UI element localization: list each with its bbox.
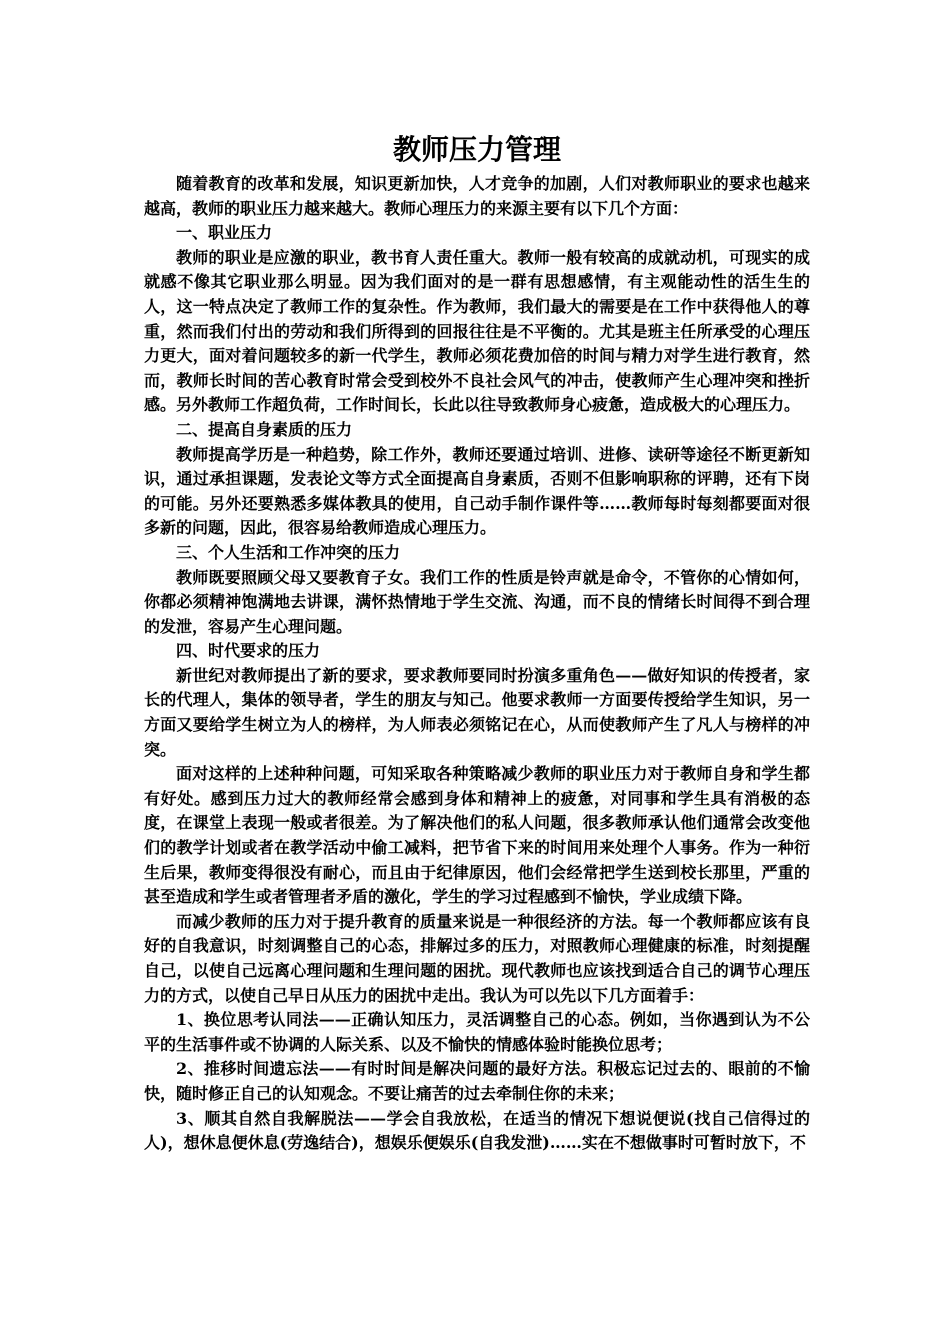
methods-intro-paragraph: 而减少教师的压力对于提升教育的质量来说是一种很经济的方法。每一个教师都应该有良好的自我意识，时刻调整自己的心态，排解过多的压力，对照教师心理健康的标准，时刻提醒自己，以使自己远离心理问题和生理问题的困扰。现代教师也应该找到适合自己的调节心理压力的方式，以使自己早日从压力的困扰中走出。我认为可以先以下几方面着手： — [144, 911, 810, 1005]
intro-paragraph: 随着教育的改革和发展，知识更新加快，人才竞争的加剧，人们对教师职业的要求也越来越高，教师的职业压力越来越大。教师心理压力的来源主要有以下几个方面： — [144, 174, 810, 218]
document-title: 教师压力管理 — [392, 133, 561, 166]
section-body-4: 新世纪对教师提出了新的要求，要求教师要同时扮演多重角色——做好知识的传授者，家长的代理人，集体的领导者，学生的朋友与知己。他要求教师一方面要传授给学生知识，另一方面又要给学生树立为人的榜样，为人师表必须铭记在心，从而使教师产生了凡人与榜样的冲突。 — [144, 665, 810, 759]
section-body-3: 教师既要照顾父母又要教育子女。我们工作的性质是铃声就是命令，不管你的心情如何，你都必须精神饱满地去讲课，满怀热情地于学生交流、沟通，而不良的情绪长时间得不到合理的发泄，容易产生心理问题。 — [144, 567, 810, 636]
method-item-2: 2、推移时间遗忘法——有时时间是解决问题的最好方法。积极忘记过去的、眼前的不愉快，随时修正自己的认知观念。不要让痛苦的过去牵制住你的未来； — [144, 1059, 810, 1103]
section-heading-1: 一、职业压力 — [176, 223, 273, 243]
section-body-2: 教师提高学历是一种趋势，除工作外，教师还要通过培训、进修、读研等途径不断更新知识，通过承担课题，发表论文等方式全面提高自身素质，否则不但影响职称的评聘，还有下岗的可能。另外还要熟悉多媒体教具的使用，自己动手制作课件等……教师每时每刻都要面对很多新的问题，因此，很容易给教师造成心理压力。 — [144, 444, 810, 538]
method-item-3: 3、顺其自然自我解脱法——学会自我放松，在适当的情况下想说便说(找自己信得过的人)，想休息便休息(劳逸结合)，想娱乐便娱乐(自我发泄)……实在不想做事时可暂时放下，不 — [144, 1108, 810, 1153]
section-body-1: 教师的职业是应激的职业，教书育人责任重大。教师一般有较高的成就动机，可现实的成就感不像其它职业那么明显。因为我们面对的是一群有思想感情，有主观能动性的活生生的人，这一特点决定了教师工作的复杂性。作为教师，我们最大的需要是在工作中获得他人的尊重，然而我们付出的劳动和我们所得到的回报往往是不平衡的。尤其是班主任所承受的心理压力更大，面对着问题较多的新一代学生，教师必须花费加倍的时间与精力对学生进行教育，然而，教师长时间的苦心教育时常会受到校外不良社会风气的冲击，使教师产生心理冲突和挫折感。另外教师工作超负荷，工作时间长，长此以往导致教师身心疲惫，造成极大的心理压力。 — [144, 247, 810, 415]
section-heading-4: 四、时代要求的压力 — [176, 641, 321, 661]
section-heading-3: 三、个人生活和工作冲突的压力 — [176, 542, 401, 562]
document-body — [144, 128, 810, 1156]
method-item-1: 1、换位思考认同法——正确认知压力，灵活调整自己的心态。例如，当你遇到认为不公平的生活事件或不协调的人际关系、以及不愉快的情感体验时能换位思考； — [144, 1010, 810, 1054]
impact-paragraph: 面对这样的上述种种问题，可知采取各种策略减少教师的职业压力对于教师自身和学生都有好处。感到压力过大的教师经常会感到身体和精神上的疲惫，对同事和学生具有消极的态度，在课堂上表现一般或者很差。为了解决他们的私人问题，很多教师承认他们通常会改变他们的教学计划或者在教学活动中偷工减料，把节省下来的时间用来处理个人事务。作为一种衍生后果，教师变得很没有耐心，而且由于纪律原因，他们会经常把学生送到校长那里，严重的甚至造成和学生或者管理者矛盾的激化，学生的学习过程感到不愉快，学业成绩下降。 — [144, 764, 810, 907]
section-heading-2: 二、提高自身素质的压力 — [176, 419, 353, 439]
